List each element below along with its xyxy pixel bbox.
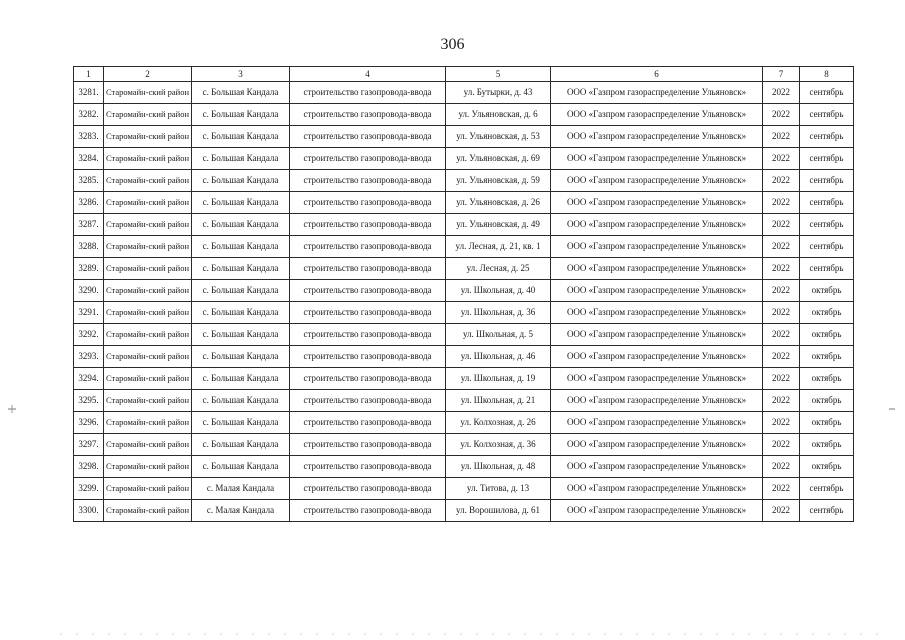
column-header: 1: [74, 67, 104, 82]
year-cell: 2022: [763, 368, 800, 390]
year-cell: 2022: [763, 170, 800, 192]
organization-cell: ООО «Газпром газораспределение Ульяновск»: [551, 390, 763, 412]
row-number-cell: 3294.: [74, 368, 104, 390]
table-row: [74, 346, 854, 368]
settlement-cell: с. Большая Кандала: [192, 280, 290, 302]
settlement-cell: с. Большая Кандала: [192, 346, 290, 368]
year-cell: 2022: [763, 126, 800, 148]
column-header: 6: [551, 67, 763, 82]
row-number-cell: 3285.: [74, 170, 104, 192]
table-row: [74, 192, 854, 214]
organization-cell: ООО «Газпром газораспределение Ульяновск»: [551, 324, 763, 346]
settlement-cell: с. Большая Кандала: [192, 192, 290, 214]
year-cell: 2022: [763, 302, 800, 324]
table-body: [74, 67, 854, 522]
month-cell: сентябрь: [800, 236, 854, 258]
work-type-cell: строительство газопровода-ввода: [290, 368, 446, 390]
district-cell: Старомайн-ский район: [104, 82, 192, 104]
month-cell: октябрь: [800, 456, 854, 478]
district-cell: Старомайн-ский район: [104, 412, 192, 434]
month-cell: сентябрь: [800, 192, 854, 214]
column-header: 4: [290, 67, 446, 82]
organization-cell: ООО «Газпром газораспределение Ульяновск»: [551, 500, 763, 522]
organization-cell: ООО «Газпром газораспределение Ульяновск»: [551, 214, 763, 236]
district-cell: Старомайн-ский район: [104, 478, 192, 500]
settlement-cell: с. Большая Кандала: [192, 82, 290, 104]
column-header: 7: [763, 67, 800, 82]
year-cell: 2022: [763, 148, 800, 170]
month-cell: сентябрь: [800, 258, 854, 280]
table-row: [74, 82, 854, 104]
address-cell: ул. Ульяновская, д. 26: [446, 192, 551, 214]
column-header: 2: [104, 67, 192, 82]
row-number-cell: 3288.: [74, 236, 104, 258]
month-cell: сентябрь: [800, 82, 854, 104]
settlement-cell: с. Большая Кандала: [192, 126, 290, 148]
work-type-cell: строительство газопровода-ввода: [290, 302, 446, 324]
row-number-cell: 3281.: [74, 82, 104, 104]
organization-cell: ООО «Газпром газораспределение Ульяновск»: [551, 478, 763, 500]
district-cell: Старомайн-ский район: [104, 236, 192, 258]
table-header-row: [74, 67, 854, 82]
address-cell: ул. Ворошилова, д. 61: [446, 500, 551, 522]
organization-cell: ООО «Газпром газораспределение Ульяновск»: [551, 456, 763, 478]
table-row: [74, 478, 854, 500]
work-type-cell: строительство газопровода-ввода: [290, 126, 446, 148]
district-cell: Старомайн-ский район: [104, 126, 192, 148]
district-cell: Старомайн-ский район: [104, 170, 192, 192]
row-number-cell: 3282.: [74, 104, 104, 126]
month-cell: октябрь: [800, 280, 854, 302]
year-cell: 2022: [763, 390, 800, 412]
work-type-cell: строительство газопровода-ввода: [290, 104, 446, 126]
settlement-cell: с. Большая Кандала: [192, 368, 290, 390]
work-type-cell: строительство газопровода-ввода: [290, 412, 446, 434]
work-type-cell: строительство газопровода-ввода: [290, 148, 446, 170]
row-number-cell: 3286.: [74, 192, 104, 214]
settlement-cell: с. Большая Кандала: [192, 148, 290, 170]
organization-cell: ООО «Газпром газораспределение Ульяновск»: [551, 434, 763, 456]
row-number-cell: 3297.: [74, 434, 104, 456]
work-type-cell: строительство газопровода-ввода: [290, 192, 446, 214]
row-number-cell: 3295.: [74, 390, 104, 412]
year-cell: 2022: [763, 280, 800, 302]
settlement-cell: с. Большая Кандала: [192, 324, 290, 346]
address-cell: ул. Школьная, д. 21: [446, 390, 551, 412]
organization-cell: ООО «Газпром газораспределение Ульяновск»: [551, 126, 763, 148]
year-cell: 2022: [763, 214, 800, 236]
row-number-cell: 3289.: [74, 258, 104, 280]
year-cell: 2022: [763, 478, 800, 500]
settlement-cell: с. Большая Кандала: [192, 104, 290, 126]
row-number-cell: 3293.: [74, 346, 104, 368]
address-cell: ул. Школьная, д. 40: [446, 280, 551, 302]
month-cell: октябрь: [800, 346, 854, 368]
table-row: [74, 324, 854, 346]
district-cell: Старомайн-ский район: [104, 192, 192, 214]
year-cell: 2022: [763, 82, 800, 104]
row-number-cell: 3290.: [74, 280, 104, 302]
row-number-cell: 3299.: [74, 478, 104, 500]
organization-cell: ООО «Газпром газораспределение Ульяновск»: [551, 258, 763, 280]
table-row: [74, 170, 854, 192]
row-number-cell: 3292.: [74, 324, 104, 346]
row-number-cell: 3283.: [74, 126, 104, 148]
work-type-cell: строительство газопровода-ввода: [290, 214, 446, 236]
column-header: 3: [192, 67, 290, 82]
table-row: [74, 214, 854, 236]
address-cell: ул. Бутырки, д. 43: [446, 82, 551, 104]
settlement-cell: с. Большая Кандала: [192, 390, 290, 412]
district-cell: Старомайн-ский район: [104, 346, 192, 368]
work-type-cell: строительство газопровода-ввода: [290, 500, 446, 522]
organization-cell: ООО «Газпром газораспределение Ульяновск»: [551, 302, 763, 324]
row-number-cell: 3291.: [74, 302, 104, 324]
year-cell: 2022: [763, 412, 800, 434]
address-cell: ул. Колхозная, д. 36: [446, 434, 551, 456]
table-row: [74, 456, 854, 478]
year-cell: 2022: [763, 500, 800, 522]
address-cell: ул. Лесная, д. 21, кв. 1: [446, 236, 551, 258]
table-row: [74, 148, 854, 170]
month-cell: сентябрь: [800, 148, 854, 170]
organization-cell: ООО «Газпром газораспределение Ульяновск»: [551, 82, 763, 104]
table-row: [74, 236, 854, 258]
address-cell: ул. Школьная, д. 5: [446, 324, 551, 346]
year-cell: 2022: [763, 456, 800, 478]
address-cell: ул. Лесная, д. 25: [446, 258, 551, 280]
work-type-cell: строительство газопровода-ввода: [290, 346, 446, 368]
address-cell: ул. Школьная, д. 46: [446, 346, 551, 368]
table-row: [74, 302, 854, 324]
month-cell: сентябрь: [800, 170, 854, 192]
address-cell: ул. Титова, д. 13: [446, 478, 551, 500]
settlement-cell: с. Большая Кандала: [192, 302, 290, 324]
organization-cell: ООО «Газпром газораспределение Ульяновск»: [551, 192, 763, 214]
settlement-cell: с. Большая Кандала: [192, 456, 290, 478]
year-cell: 2022: [763, 324, 800, 346]
table-row: [74, 126, 854, 148]
organization-cell: ООО «Газпром газораспределение Ульяновск»: [551, 170, 763, 192]
district-cell: Старомайн-ский район: [104, 456, 192, 478]
district-cell: Старомайн-ский район: [104, 280, 192, 302]
row-number-cell: 3298.: [74, 456, 104, 478]
year-cell: 2022: [763, 258, 800, 280]
district-cell: Старомайн-ский район: [104, 390, 192, 412]
year-cell: 2022: [763, 434, 800, 456]
month-cell: сентябрь: [800, 126, 854, 148]
settlement-cell: с. Большая Кандала: [192, 170, 290, 192]
row-number-cell: 3296.: [74, 412, 104, 434]
settlement-cell: с. Малая Кандала: [192, 478, 290, 500]
work-type-cell: строительство газопровода-ввода: [290, 258, 446, 280]
district-cell: Старомайн-ский район: [104, 214, 192, 236]
district-cell: Старомайн-ский район: [104, 104, 192, 126]
organization-cell: ООО «Газпром газораспределение Ульяновск»: [551, 412, 763, 434]
table-row: [74, 258, 854, 280]
page-number: 306: [440, 36, 465, 53]
work-type-cell: строительство газопровода-ввода: [290, 280, 446, 302]
address-cell: ул. Школьная, д. 48: [446, 456, 551, 478]
district-cell: Старомайн-ский район: [104, 148, 192, 170]
row-number-cell: 3300.: [74, 500, 104, 522]
settlement-cell: с. Большая Кандала: [192, 412, 290, 434]
address-cell: ул. Ульяновская, д. 59: [446, 170, 551, 192]
organization-cell: ООО «Газпром газораспределение Ульяновск»: [551, 280, 763, 302]
month-cell: октябрь: [800, 324, 854, 346]
column-header: 5: [446, 67, 551, 82]
work-type-cell: строительство газопровода-ввода: [290, 170, 446, 192]
organization-cell: ООО «Газпром газораспределение Ульяновск»: [551, 148, 763, 170]
column-header: 8: [800, 67, 854, 82]
address-cell: ул. Ульяновская, д. 53: [446, 126, 551, 148]
settlement-cell: с. Малая Кандала: [192, 500, 290, 522]
settlement-cell: с. Большая Кандала: [192, 258, 290, 280]
district-cell: Старомайн-ский район: [104, 258, 192, 280]
table-row: [74, 280, 854, 302]
organization-cell: ООО «Газпром газораспределение Ульяновск»: [551, 104, 763, 126]
table-row: [74, 390, 854, 412]
work-type-cell: строительство газопровода-ввода: [290, 236, 446, 258]
gas-pipeline-register-table: [73, 66, 854, 522]
district-cell: Старомайн-ский район: [104, 500, 192, 522]
work-type-cell: строительство газопровода-ввода: [290, 478, 446, 500]
month-cell: сентябрь: [800, 478, 854, 500]
year-cell: 2022: [763, 192, 800, 214]
month-cell: октябрь: [800, 368, 854, 390]
month-cell: сентябрь: [800, 214, 854, 236]
year-cell: 2022: [763, 104, 800, 126]
row-number-cell: 3284.: [74, 148, 104, 170]
table-row: [74, 500, 854, 522]
address-cell: ул. Ульяновская, д. 69: [446, 148, 551, 170]
settlement-cell: с. Большая Кандала: [192, 214, 290, 236]
month-cell: октябрь: [800, 390, 854, 412]
district-cell: Старомайн-ский район: [104, 368, 192, 390]
district-cell: Старомайн-ский район: [104, 302, 192, 324]
month-cell: октябрь: [800, 412, 854, 434]
work-type-cell: строительство газопровода-ввода: [290, 456, 446, 478]
district-cell: Старомайн-ский район: [104, 434, 192, 456]
settlement-cell: с. Большая Кандала: [192, 434, 290, 456]
month-cell: сентябрь: [800, 104, 854, 126]
address-cell: ул. Ульяновская, д. 49: [446, 214, 551, 236]
year-cell: 2022: [763, 346, 800, 368]
address-cell: ул. Колхозная, д. 26: [446, 412, 551, 434]
month-cell: октябрь: [800, 434, 854, 456]
year-cell: 2022: [763, 236, 800, 258]
organization-cell: ООО «Газпром газораспределение Ульяновск»: [551, 236, 763, 258]
work-type-cell: строительство газопровода-ввода: [290, 82, 446, 104]
organization-cell: ООО «Газпром газораспределение Ульяновск»: [551, 368, 763, 390]
work-type-cell: строительство газопровода-ввода: [290, 434, 446, 456]
table-row: [74, 434, 854, 456]
table-row: [74, 412, 854, 434]
address-cell: ул. Ульяновская, д. 6: [446, 104, 551, 126]
settlement-cell: с. Большая Кандала: [192, 236, 290, 258]
address-cell: ул. Школьная, д. 36: [446, 302, 551, 324]
district-cell: Старомайн-ский район: [104, 324, 192, 346]
table-row: [74, 104, 854, 126]
organization-cell: ООО «Газпром газораспределение Ульяновск»: [551, 346, 763, 368]
month-cell: сентябрь: [800, 500, 854, 522]
work-type-cell: строительство газопровода-ввода: [290, 324, 446, 346]
address-cell: ул. Школьная, д. 19: [446, 368, 551, 390]
table-row: [74, 368, 854, 390]
work-type-cell: строительство газопровода-ввода: [290, 390, 446, 412]
row-number-cell: 3287.: [74, 214, 104, 236]
month-cell: октябрь: [800, 302, 854, 324]
